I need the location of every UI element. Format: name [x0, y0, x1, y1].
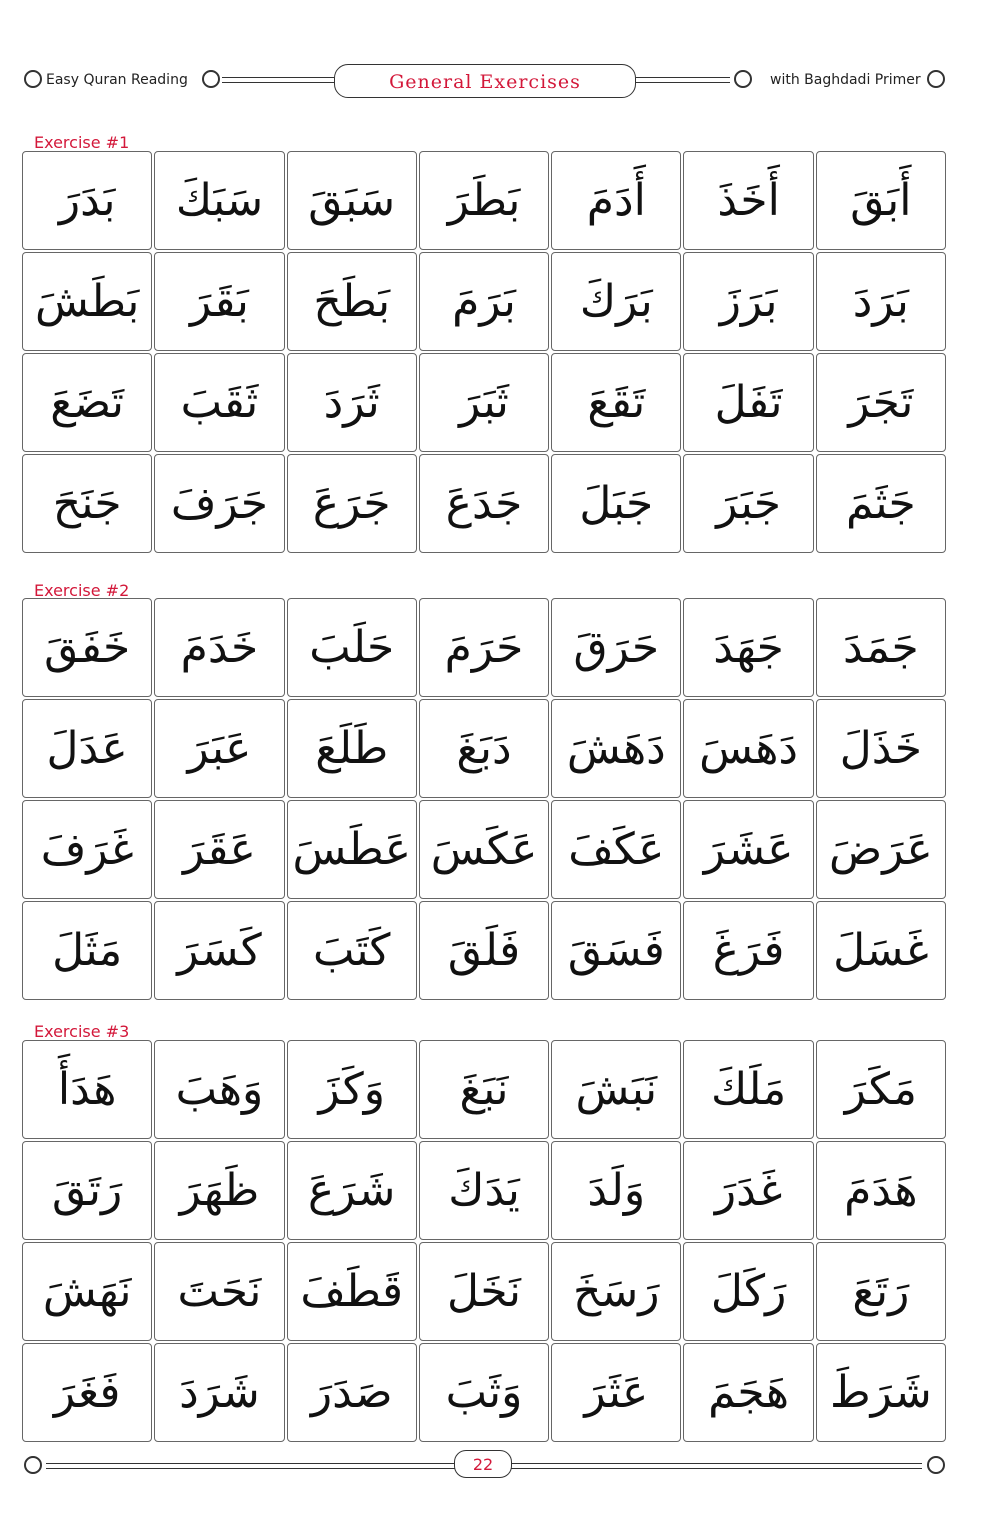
book-title-left: Easy Quran Reading	[46, 72, 188, 88]
exercise-3-grid	[22, 1040, 946, 1442]
word-cell: جَرَعَ	[287, 454, 417, 553]
word-cell: حَرَمَ	[419, 598, 549, 697]
divider	[636, 77, 730, 83]
word-cell: ثَبَرَ	[419, 353, 549, 452]
word-cell: عَدَلَ	[22, 699, 152, 798]
word-cell: دَبَغَ	[419, 699, 549, 798]
word-cell: رَتَقَ	[22, 1141, 152, 1240]
word-cell: خَدَمَ	[154, 598, 284, 697]
word-cell: جَهَدَ	[683, 598, 813, 697]
exercise-label: Exercise #1	[34, 133, 130, 152]
word-cell: بَقَرَ	[154, 252, 284, 351]
word-cell: ثَرَدَ	[287, 353, 417, 452]
word-cell: وَكَزَ	[287, 1040, 417, 1139]
ornament-icon	[927, 70, 945, 88]
word-cell: جَثَمَ	[816, 454, 946, 553]
page-number: 22	[454, 1450, 512, 1478]
word-cell: شَرَعَ	[287, 1141, 417, 1240]
word-cell: جَرَفَ	[154, 454, 284, 553]
word-cell: جَدَعَ	[419, 454, 549, 553]
word-cell: تَقَعَ	[551, 353, 681, 452]
word-cell: كَسَرَ	[154, 901, 284, 1000]
word-cell: بَطَشَ	[22, 252, 152, 351]
page-header	[22, 62, 947, 98]
word-cell: هَدَأَ	[22, 1040, 152, 1139]
word-cell: عَبَرَ	[154, 699, 284, 798]
word-cell: عَقَرَ	[154, 800, 284, 899]
word-cell: تَفَلَ	[683, 353, 813, 452]
word-cell: وَلَدَ	[551, 1141, 681, 1240]
word-cell: أَبَقَ	[816, 151, 946, 250]
word-cell: بَطَحَ	[287, 252, 417, 351]
page-footer	[22, 1448, 947, 1484]
word-cell: حَرَقَ	[551, 598, 681, 697]
word-cell: سَبَكَ	[154, 151, 284, 250]
word-cell: هَجَمَ	[683, 1343, 813, 1442]
word-cell: مَكَرَ	[816, 1040, 946, 1139]
exercise-2-grid	[22, 598, 946, 1000]
word-cell: هَدَمَ	[816, 1141, 946, 1240]
book-title-right: with Baghdadi Primer	[770, 72, 921, 88]
word-cell: غَدَرَ	[683, 1141, 813, 1240]
word-cell: عَشَرَ	[683, 800, 813, 899]
word-cell: غَرَفَ	[22, 800, 152, 899]
word-cell: جَمَدَ	[816, 598, 946, 697]
word-cell: بَدَرَ	[22, 151, 152, 250]
word-cell: وَثَبَ	[419, 1343, 549, 1442]
word-cell: تَجَرَ	[816, 353, 946, 452]
word-cell: خَذَلَ	[816, 699, 946, 798]
word-cell: أَخَذَ	[683, 151, 813, 250]
word-cell: رَتَعَ	[816, 1242, 946, 1341]
word-cell: وَهَبَ	[154, 1040, 284, 1139]
word-cell: عَرَضَ	[816, 800, 946, 899]
word-cell: جَنَحَ	[22, 454, 152, 553]
word-cell: نَخَلَ	[419, 1242, 549, 1341]
exercise-1-grid	[22, 151, 946, 553]
word-cell: بَرَدَ	[816, 252, 946, 351]
word-cell: مَلَكَ	[683, 1040, 813, 1139]
word-cell: عَكَفَ	[551, 800, 681, 899]
word-cell: صَدَرَ	[287, 1343, 417, 1442]
word-cell: جَبَرَ	[683, 454, 813, 553]
word-cell: حَلَبَ	[287, 598, 417, 697]
exercise-label: Exercise #3	[34, 1022, 130, 1041]
word-cell: فَرَغَ	[683, 901, 813, 1000]
ornament-icon	[24, 70, 42, 88]
word-cell: سَبَقَ	[287, 151, 417, 250]
word-cell: تَضَعَ	[22, 353, 152, 452]
word-cell: نَهَشَ	[22, 1242, 152, 1341]
word-cell: خَفَقَ	[22, 598, 152, 697]
word-cell: دَهَشَ	[551, 699, 681, 798]
word-cell: بَرَمَ	[419, 252, 549, 351]
word-cell: جَبَلَ	[551, 454, 681, 553]
word-cell: نَبَغَ	[419, 1040, 549, 1139]
word-cell: يَدَكَ	[419, 1141, 549, 1240]
word-cell: مَثَلَ	[22, 901, 152, 1000]
word-cell: طَلَعَ	[287, 699, 417, 798]
word-cell: عَكَسَ	[419, 800, 549, 899]
word-cell: شَرَدَ	[154, 1343, 284, 1442]
word-cell: بَرَكَ	[551, 252, 681, 351]
word-cell: دَهَسَ	[683, 699, 813, 798]
word-cell: شَرَطَ	[816, 1343, 946, 1442]
word-cell: كَتَبَ	[287, 901, 417, 1000]
word-cell: غَسَلَ	[816, 901, 946, 1000]
word-cell: نَبَشَ	[551, 1040, 681, 1139]
word-cell: بَطَرَ	[419, 151, 549, 250]
word-cell: عَطَسَ	[287, 800, 417, 899]
exercise-label: Exercise #2	[34, 581, 130, 600]
word-cell: أَدَمَ	[551, 151, 681, 250]
word-cell: رَسَخَ	[551, 1242, 681, 1341]
word-cell: ثَقَبَ	[154, 353, 284, 452]
word-cell: فَغَرَ	[22, 1343, 152, 1442]
word-cell: ظَهَرَ	[154, 1141, 284, 1240]
ornament-icon	[927, 1456, 945, 1474]
word-cell: فَسَقَ	[551, 901, 681, 1000]
word-cell: فَلَقَ	[419, 901, 549, 1000]
word-cell: رَكَلَ	[683, 1242, 813, 1341]
ornament-icon	[24, 1456, 42, 1474]
word-cell: قَطَفَ	[287, 1242, 417, 1341]
divider	[222, 77, 334, 83]
ornament-icon	[734, 70, 752, 88]
word-cell: بَرَزَ	[683, 252, 813, 351]
page-title: General Exercises	[334, 64, 636, 98]
word-cell: نَحَتَ	[154, 1242, 284, 1341]
ornament-icon	[202, 70, 220, 88]
word-cell: عَثَرَ	[551, 1343, 681, 1442]
